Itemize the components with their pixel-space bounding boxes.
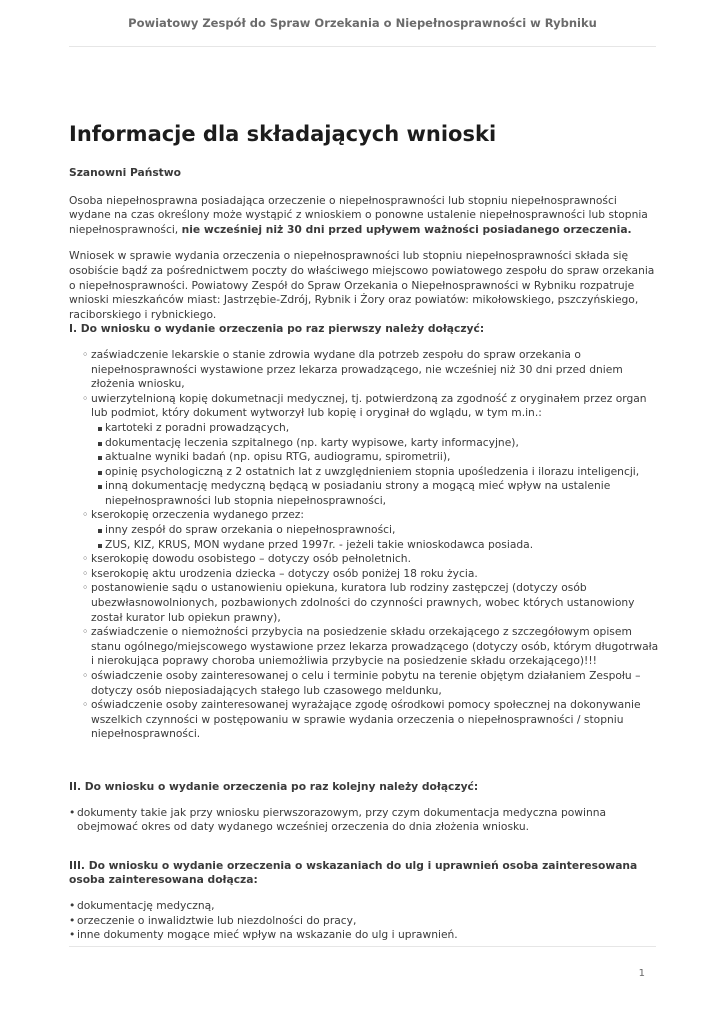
section-2-list	[69, 806, 659, 835]
list-item: aktualne wyniki badań (np. opisu RTG, audiogramu, spirometrii),	[69, 450, 659, 465]
list-item-text: uwierzytelnioną kopię dokumetnacji medycznej, tj. potwierdzoną za zgodność z oryginałem przez organ lub podmiot, który dokument wytworzył lub kopię i oryginał do wglądu, w tym m.in.:	[91, 391, 647, 420]
document-body	[69, 119, 659, 943]
list-item: ◦ zaświadczenie o niemożności przybycia na posiedzenie składu orzekającego z szczegółowym opisem stanu ogólnego/miejscowego wystawione przez lekarza prowadzącego (dotyczy osób, którym długotrwała i nierokująca poprawy choroba uniemożliwia przybycie na posiedzenie składu orzekającego)!!!	[69, 625, 659, 669]
intro-bold-text: nie wcześniej niż 30 dni przed upływem ważności posiadanego orzeczenia.	[181, 222, 632, 236]
list-item: kartoteki z poradni prowadzących,	[69, 421, 659, 436]
section-3-list	[69, 899, 659, 943]
medical-docs-list	[69, 421, 659, 509]
section-1-heading: I. Do wniosku o wydanie orzeczenia po raz pierwszy należy dołączyć:	[69, 322, 485, 336]
intro-paragraph	[69, 194, 659, 238]
page-number: 1	[638, 968, 645, 979]
header-divider	[69, 46, 656, 47]
document-title: Informacje dla składających wnioski	[69, 122, 497, 146]
list-item: opinię psychologiczną z 2 ostatnich lat z uwzględnieniem stopnia upośledzenia i ilorazu inteligencji,	[69, 465, 659, 480]
issuers-list	[69, 523, 659, 552]
section-1-list	[69, 348, 659, 742]
list-item: • dokumenty takie jak przy wniosku pierwszorazowym, przy czym dokumentacja medyczna powinna obejmować okres od daty wydanego wcześniej orzeczenia do dnia złożenia wniosku.	[69, 806, 659, 835]
list-item: • inne dokumenty mogące mieć wpływ na wskazanie do ulg i uprawnień.	[69, 928, 659, 943]
list-item: ◦ kserokopię dowodu osobistego – dotyczy osób pełnoletnich.	[69, 552, 659, 567]
section-2-heading: II. Do wniosku o wydanie orzeczenia po raz kolejny należy dołączyć:	[69, 779, 479, 793]
list-item	[69, 508, 659, 552]
page-header: Powiatowy Zespół do Spraw Orzekania o Niepełnosprawności w Rybniku	[128, 16, 597, 30]
list-item: • dokumentację medyczną,	[69, 899, 659, 914]
list-item: ◦ postanowienie sądu o ustanowieniu opiekuna, kuratora lub rodziny zastępczej (dotyczy osób ubezwłasnowolnionych, pozbawionych zdolności do czynności prawnych, wobec których ustanowiony został kurator lub opiekun prawny),	[69, 581, 659, 625]
list-item: • orzeczenie o inwalidztwie lub niezdolności do pracy,	[69, 914, 659, 929]
list-item: ◦ oświadczenie osoby zainteresowanej o celu i terminie pobytu na terenie objętym działaniem Zespołu – dotyczy osób nieposiadających stałego lub czasowego meldunku,	[69, 669, 659, 698]
section-3-heading: III. Do wniosku o wydanie orzeczenia o wskazaniach do ulg i uprawnień osoba zainteresowana osoba zainteresowana dołącza:	[69, 858, 638, 887]
list-item-text: kserokopię orzeczenia wydanego przez:	[91, 508, 305, 522]
list-item: ◦ oświadczenie osoby zainteresowanej wyrażające zgodę ośrodkowi pomocy społecznej na dokonywanie wszelkich czynności w postępowaniu w sprawie wydania orzeczenia o niepełnosprawności / stopniu niepełnosprawności.	[69, 698, 659, 742]
list-item: ◦ kserokopię aktu urodzenia dziecka – dotyczy osób poniżej 18 roku życia.	[69, 567, 659, 582]
application-paragraph: Wniosek w sprawie wydania orzeczenia o niepełnosprawności lub stopniu niepełnosprawności składa się osobiście bądź za pośrednictwem poczty do właściwego miejscowo powiatowego zespołu do spraw orzekania o niepełnosprawności. Powiatowy Zespół do Spraw Orzekania o Niepełnosprawności w Rybniku rozpatruje wnioski mieszkańców miast: Jastrzębie-Zdrój, Rybnik i Żory oraz powiatów: mikołowskiego, pszczyńskiego, raciborskiego i rybnickiego.	[69, 249, 655, 321]
list-item: inny zespół do spraw orzekania o niepełnosprawności,	[69, 523, 659, 538]
list-item: dokumentację leczenia szpitalnego (np. karty wypisowe, karty informacyjne),	[69, 436, 659, 451]
list-item: inną dokumentację medyczną będącą w posiadaniu strony a mogącą mieć wpływ na ustalenie niepełnosprawności lub stopnia niepełnosprawności,	[69, 479, 659, 508]
greeting: Szanowni Państwo	[69, 166, 181, 179]
footer-divider	[69, 946, 656, 947]
list-item: ◦ zaświadczenie lekarskie o stanie zdrowia wydane dla potrzeb zespołu do spraw orzekania o niepełnosprawności wystawione przez lekarza prowadzącego, nie wcześniej niż 30 dni przed dniem złożenia wniosku,	[69, 348, 659, 392]
list-item: ZUS, KIZ, KRUS, MON wydane przed 1997r. - jeżeli takie wnioskodawca posiada.	[69, 538, 659, 553]
intro-text: Osoba niepełnosprawna posiadająca orzeczenie o niepełnosprawności lub stopniu niepełnosprawności wydane na czas określony może wystąpić z wnioskiem o ponowne ustalenie niepełnosprawności lub stopnia niepełnosprawności,	[69, 193, 648, 236]
list-item	[69, 392, 659, 509]
